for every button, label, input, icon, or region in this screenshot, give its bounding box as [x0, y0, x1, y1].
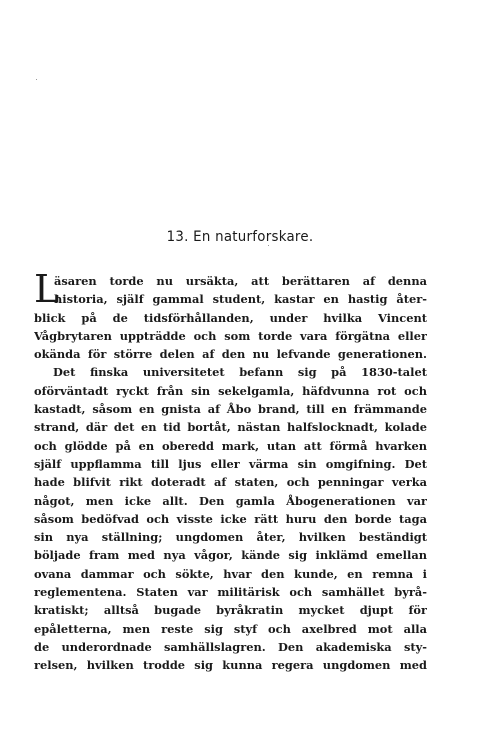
- chapter-heading: 13. En naturforskare.: [166, 229, 314, 245]
- text-line: själf uppflamma till ljus eller värma sin omgifning. Det: [34, 456, 427, 471]
- text-line: sin nya ställning; ungdomen åter, hvilken beständigt: [34, 530, 427, 545]
- text-line: böljade fram med nya vågor, kände sig inklämd emellan: [34, 548, 427, 563]
- text-line: oförväntadt ryckt från sin sekelgamla, häfdvunna rot och: [34, 383, 427, 398]
- paper-speck: [268, 245, 269, 246]
- text-line: Det finska universitetet befann sig på 1830-talet: [53, 365, 427, 380]
- text-line: okända för större delen af den nu lefvande generationen.: [34, 347, 427, 362]
- text-line: kastadt, såsom en gnista af Åbo brand, till en främmande: [34, 402, 427, 417]
- drop-cap-letter: L: [34, 267, 60, 311]
- text-line: relsen, hvilken trodde sig kunna regera ungdomen med: [34, 658, 427, 673]
- text-line: historia, själf gammal student, kastar en hastig åter-: [54, 292, 427, 307]
- text-line: något, men icke allt. Den gamla Åbogenerationen var: [34, 493, 427, 508]
- text-line: strand, där det en tid bortåt, nästan halfslocknadt, kolade: [34, 420, 427, 435]
- text-line: och glödde på en oberedd mark, utan att förmå hvarken: [34, 438, 427, 453]
- text-line: såsom bedöfvad och visste icke rätt huru den borde taga: [34, 511, 427, 526]
- text-line: kratiskt; alltså bugade byråkratin mycket djupt för: [34, 603, 427, 618]
- text-line: reglementena. Staten var militärisk och samhället byrå-: [34, 585, 427, 600]
- text-line: blick på de tidsförhållanden, under hvilka Vincent: [34, 310, 427, 325]
- body-text: [34, 267, 427, 675]
- text-line: de underordnade samhällslagren. Den akademiska sty-: [34, 639, 427, 654]
- text-line: hade blifvit rikt doteradt af staten, och penningar verka: [34, 475, 427, 490]
- text-line: äsaren torde nu ursäkta, att berättaren af denna: [54, 274, 427, 288]
- text-line: Vågbrytaren uppträdde och som torde vara förgätna eller: [34, 328, 427, 343]
- paper-speck: [36, 79, 37, 80]
- text-line: ovana dammar och sökte, hvar den kunde, en remna i: [34, 566, 427, 581]
- text-line: epåletterna, men reste sig styf och axelbred mot alla: [34, 621, 427, 636]
